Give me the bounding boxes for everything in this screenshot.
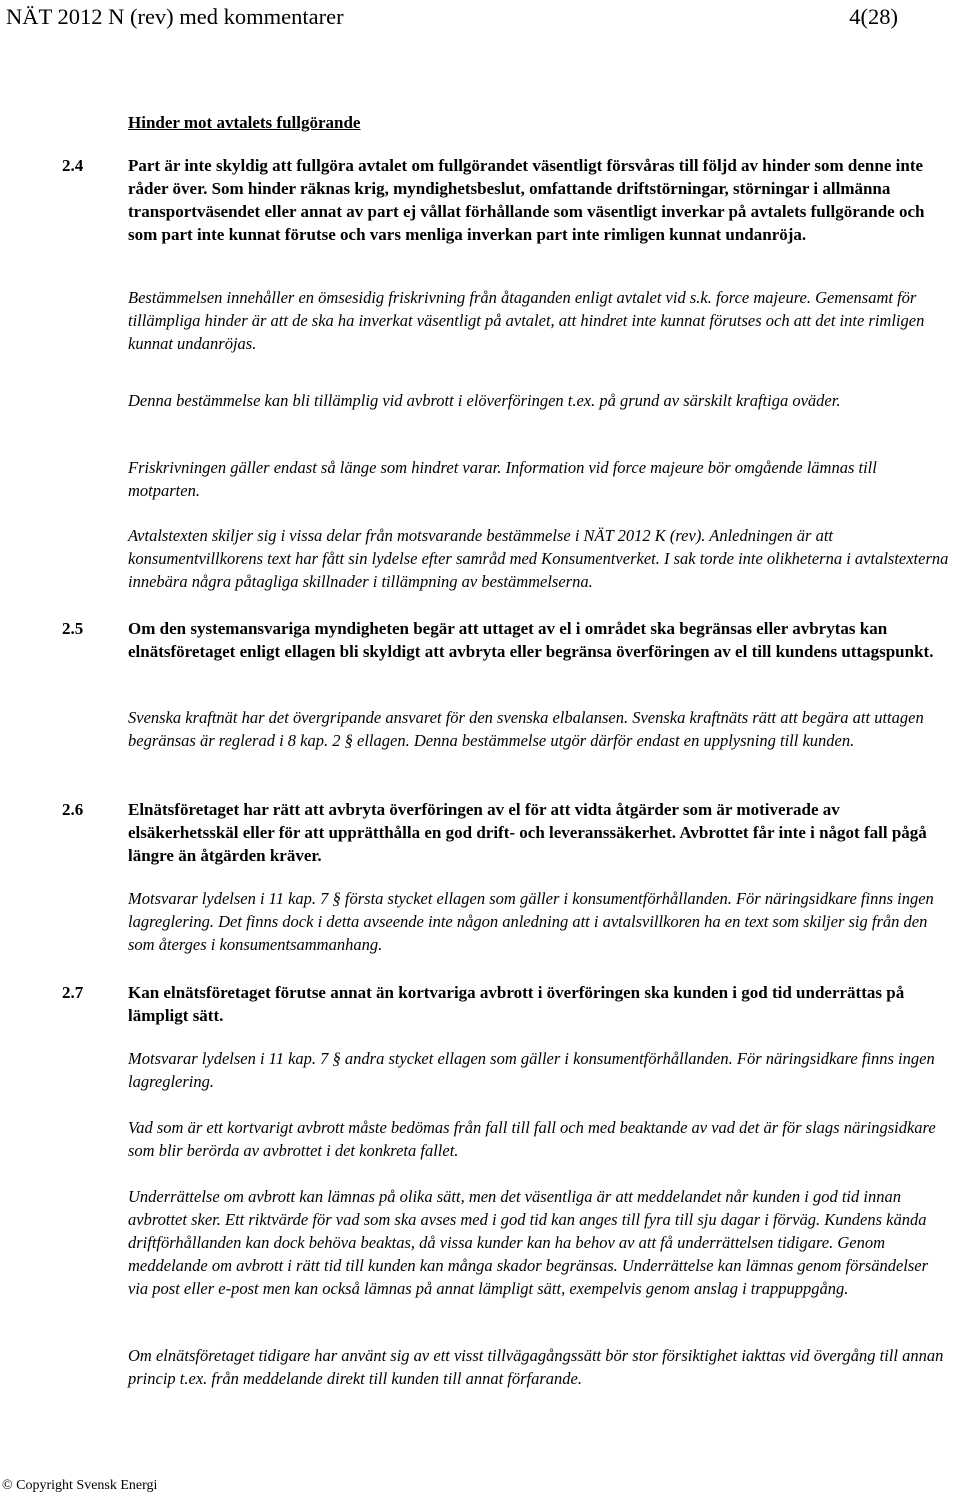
document-title: NÄT 2012 N (rev) med kommentarer [6, 4, 344, 29]
comment-paragraph: Avtalstexten skiljer sig i vissa delar från motsvarande bestämmelse i NÄT 2012 K (rev). Anledningen är att konsumentvillkorens text har fått sin lydelse efter samråd med Konsumentverket. I sak torde inte olikheterna i avtalstexterna innebära några påtagliga skillnader i tillämpning av bestämmelserna. [128, 526, 949, 591]
comment-paragraph: Om elnätsföretaget tidigare har använt sig av ett visst tillvägagångssätt bör stor försiktighet iakttas vid övergång till annan princip t.ex. från meddelande direkt till kunden till annat förfarande. [128, 1346, 944, 1388]
clause-text: Part är inte skyldig att fullgöra avtalet om fullgörandet väsentligt försvåras till följd av hinder som denne inte råder över. Som hinder räknas krig, myndighetsbeslut, omfattande driftstörningar, störningar i allmänna transportväsendet eller annat av part ej vållat förhållande som väsentligt inverkar på avtalets fullgörande och som part inte kunnat förutse och vars menliga inverkan part inte rimligen kunnat undanröja. [128, 156, 925, 244]
section-heading: Hinder mot avtalets fullgörande [128, 113, 361, 132]
clause-number: 2.5 [62, 619, 84, 638]
comment-paragraph: Motsvarar lydelsen i 11 kap. 7 § första stycket ellagen som gäller i konsumentförhållanden. För näringsidkare finns ingen lagreglering. Det finns dock i detta avseende inte någon anledning att i avtalsvillkoren ha en text som skiljer sig från den som återges i konsumentsammanhang. [128, 889, 934, 954]
comment-paragraph: Bestämmelsen innehåller en ömsesidig friskrivning från åtaganden enligt avtalet vid s.k. force majeure. Gemensamt för tillämpliga hinder är att de ska ha inverkat väsentligt på avtalet, att hindret inte kunnat förutses och att det inte rimligen kunnat undanröjas. [128, 288, 925, 353]
page-number: 4(28) [849, 4, 898, 29]
comment-paragraph: Underrättelse om avbrott kan lämnas på olika sätt, men det väsentliga är att meddelandet når kunden i god tid innan avbrottet sker. Ett riktvärde för vad som ska avses med i god tid kan anges till fyra till sju dagar i förväg. Kundens kända driftförhållanden kan dock behöva beaktas, då vissa kunder kan ha behov av att få underrättelsen tidigare. Genom meddelande om avbrott i rätt tid till kunden kan många skador begränsas. Underrättelse kan lämnas genom försändelser via post eller e-post men kan också lämnas på annat lämpligt sätt, exempelvis genom anslag i trappuppgång. [128, 1187, 929, 1298]
comment-paragraph: Friskrivningen gäller endast så länge som hindret varar. Information vid force majeure bör omgående lämnas till motparten. [128, 458, 877, 500]
clause-number: 2.7 [62, 983, 84, 1002]
clause-text: Kan elnätsföretaget förutse annat än kortvariga avbrott i överföringen ska kunden i god tid underrättas på lämpligt sätt. [128, 983, 905, 1025]
comment-paragraph: Vad som är ett kortvarigt avbrott måste bedömas från fall till fall och med beaktande av vad det är för slags näringsidkare som blir berörda av avbrottet i det konkreta fallet. [128, 1118, 936, 1160]
page-header [6, 4, 898, 36]
comment-paragraph: Motsvarar lydelsen i 11 kap. 7 § andra stycket ellagen som gäller i konsumentförhållanden. För näringsidkare finns ingen lagreglering. [128, 1049, 935, 1091]
clause-text: Elnätsföretaget har rätt att avbryta överföringen av el för att vidta åtgärder som är motiverade av elsäkerhetsskäl eller för att upprätthålla en god drift- och leveranssäkerhet. Avbrottet får inte i något fall pågå längre än åtgärden kräver. [128, 800, 927, 865]
clause-text: Om den systemansvariga myndigheten begär att uttaget av el i området ska begränsas eller avbrytas kan elnätsföretaget enligt ellagen bli skyldigt att avbryta eller begränsa överföringen av el till kundens uttagspunkt. [128, 619, 934, 661]
footer-copyright: © Copyright Svensk Energi [2, 1478, 158, 1493]
clause-number: 2.4 [62, 156, 84, 175]
clause-number: 2.6 [62, 800, 84, 819]
comment-paragraph: Denna bestämmelse kan bli tillämplig vid avbrott i elöverföringen t.ex. på grund av särskilt kraftiga oväder. [128, 391, 841, 410]
comment-paragraph: Svenska kraftnät har det övergripande ansvaret för den svenska elbalansen. Svenska kraftnäts rätt att begära att uttagen begränsas är reglerad i 8 kap. 2 § ellagen. Denna bestämmelse utgör därför endast en upplysning till kunden. [128, 708, 924, 750]
